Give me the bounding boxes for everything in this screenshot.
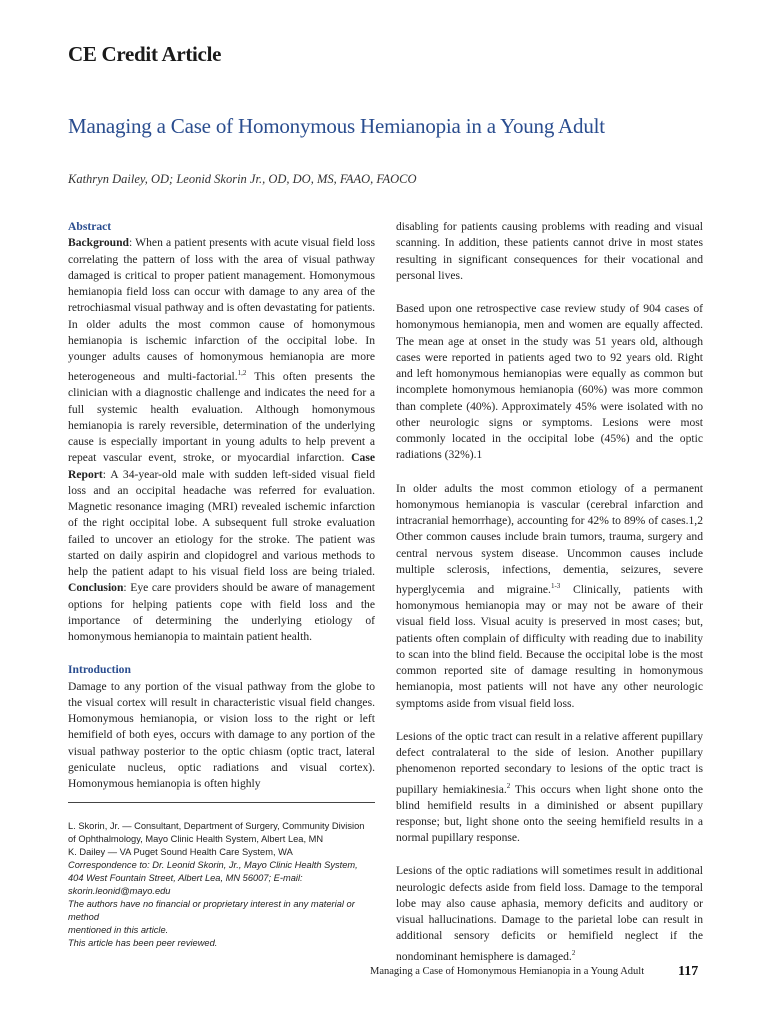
left-column [68, 219, 375, 809]
citation-superscript: 2 [506, 781, 511, 790]
section-label: CE Credit Article [68, 42, 222, 66]
introduction-paragraph [68, 662, 375, 792]
body-text: Lesions of the optic tract can result in a relative afferent pupillary defect contralateral to the side of lesion. Another pupillary phenomenon reported secondary to lesions of the optic tract is pupillary hemiakinesia. [396, 729, 703, 796]
author-line: Kathryn Dailey, OD; Leonid Skorin Jr., OD, DO, MS, FAAO, FAOCO [68, 172, 417, 186]
body-paragraph: disabling for patients causing problems with reading and visual scanning. In addition, these patients cannot drive in most states resulting in significant consequences for their vocational and personal lives. [396, 220, 703, 282]
peer-review-note: This article has been peer reviewed. [68, 938, 218, 948]
background-text: : When a patient presents with acute visual field loss correlating the pattern of loss with the area of visual pathway damaged is critical to proper patient management. Homonymous hemianopia field loss can occur with damage to any area of the retrochiasmal visual pathway and is often devastating for patients. In older adults the most common cause of homonymous hemianopia is ischemic infarction of the occipital lobe. In younger adults causes of homonymous hemianopia are more heterogeneous and multi-factorial. [68, 236, 375, 384]
abstract-heading: Abstract [68, 220, 112, 233]
body-paragraph: Based upon one retrospective case review study of 904 cases of homonymous hemianopia, men and women are equally affected. The mean age at onset in the study was 51 years old, although cases were reported in patients aged two to 92 years old. Right and left homonymous hemianopias were equally as common but incomplete homonymous hemianopia (60%) was more common than complete (40%). Approximately 45% were isolated with no other neurologic signs or symptoms. Lesions were most commonly located in the occipital lobe (45%) and the optic radiations (32%).1 [396, 302, 703, 462]
disclosure-line: The authors have no financial or proprietary interest in any material or method [68, 899, 355, 922]
conclusion-label: Conclusion [68, 581, 124, 595]
case-report-text: : A 34-year-old male with sudden left-sided visual field loss and an occipital headache was referred for evaluation. Magnetic resonance imaging (MRI) revealed ischemic infarction of the right occipital lobe. A subsequent full stroke evaluation failed to uncover an etiology for the stroke. The patient was started on daily aspirin and clopidogrel and various methods to help the patient adapt to his visual field loss are being trialed. [68, 467, 375, 579]
page-number: 117 [678, 964, 699, 979]
introduction-heading: Introduction [68, 663, 131, 677]
citation-superscript: 2 [571, 948, 576, 957]
correspondence-line: 404 West Fountain Street, Albert Lea, MN 56007; E-mail: [68, 873, 303, 883]
background-label: Background [68, 236, 129, 250]
footnote-line: of Ophthalmology, Mayo Clinic Health System, Albert Lea, MN [68, 834, 324, 844]
footnote-line: L. Skorin, Jr. — Consultant, Department of Surgery, Community Division [68, 821, 365, 831]
body-text: In older adults the most common etiology of a permanent homonymous hemianopia is vascular (cerebral infarction and intracranial hemorrhage), accounting for 42% to 89% of cases.1,2 Other common causes include brain tumors, trauma, surgery and central nervous system disease. Uncommon causes include multiple sclerosis, infections, dementia, seizures, severe hyperglycemia and migraine. [396, 481, 703, 596]
background-text-continued: This often presents the clinician with a diagnostic challenge and indicates the need for a full systemic health evaluation. Although homonymous hemianopia is rarely reversible, determination of the underlying cause is especially important in young adults to help prevent a repeat vascular event, stroke, or myocardial infarction. [68, 370, 375, 465]
citation-superscript: 1-3 [550, 582, 561, 590]
case-report-label: Case Report [68, 451, 375, 481]
body-text: Clinically, patients with homonymous hemianopia may or may not be aware of their visual field loss. Visual acuity is preserved in most cases; but, patients often complain of difficulty with reading due to inability to scan into the blind field. Because the occipital lobe is the most common reported site of damage resulting in homonymous hemianopia, most patients will not have any other neurologic symptoms aside from visual field loss. [396, 582, 703, 710]
article-title: Managing a Case of Homonymous Hemianopia in a Young Adult [68, 114, 605, 138]
footnote-line: K. Dailey — VA Puget Sound Health Care System, WA [68, 847, 293, 857]
footnote-divider [68, 802, 375, 803]
citation-superscript: 1,2 [237, 369, 247, 378]
correspondence-line: Correspondence to: Dr. Leonid Skorin, Jr., Mayo Clinic Health System, [68, 860, 358, 870]
right-column [396, 219, 703, 982]
body-text: This occurs when light shone onto the blind hemifield results in a diminished or absent pupillary response; but, light shone onto the seeing hemifield results in a normal pupillary response. [396, 782, 703, 845]
body-text: Lesions of the optic radiations will sometimes result in additional neurologic defects aside from field loss. Damage to the temporal lobe may also cause aphasia, memory deficits and auditory or visual hallucinations. Damage to the parietal lobe can result in additional sensory deficits or hemifield neglect if the nondominant hemisphere is damaged. [396, 864, 703, 963]
body-paragraph [396, 863, 703, 964]
conclusion-text: : Eye care providers should be aware of management options for helping patients cope with field loss and the importance of determining the underlying etiology of homonymous hemianopia to maintain patient health. [68, 581, 375, 644]
body-paragraph [396, 481, 703, 712]
footnotes [68, 820, 378, 950]
body-paragraph [396, 729, 703, 847]
abstract-paragraph [68, 219, 375, 645]
introduction-text: Damage to any portion of the visual pathway from the globe to the visual cortex will result in characteristic visual field changes. Homonymous hemianopia, or vision loss to the right or left hemifield of both eyes, occurs with damage to any portion of the visual pathway posterior to the optic chiasm (optic tract, lateral geniculate nucleus, optic radiations and visual cortex). Homonymous hemianopia is often highly [68, 679, 375, 791]
running-footer-title: Managing a Case of Homonymous Hemianopia in a Young Adult [370, 966, 645, 977]
disclosure-line: mentioned in this article. [68, 925, 169, 935]
correspondence-email: skorin.leonid@mayo.edu [68, 886, 171, 896]
